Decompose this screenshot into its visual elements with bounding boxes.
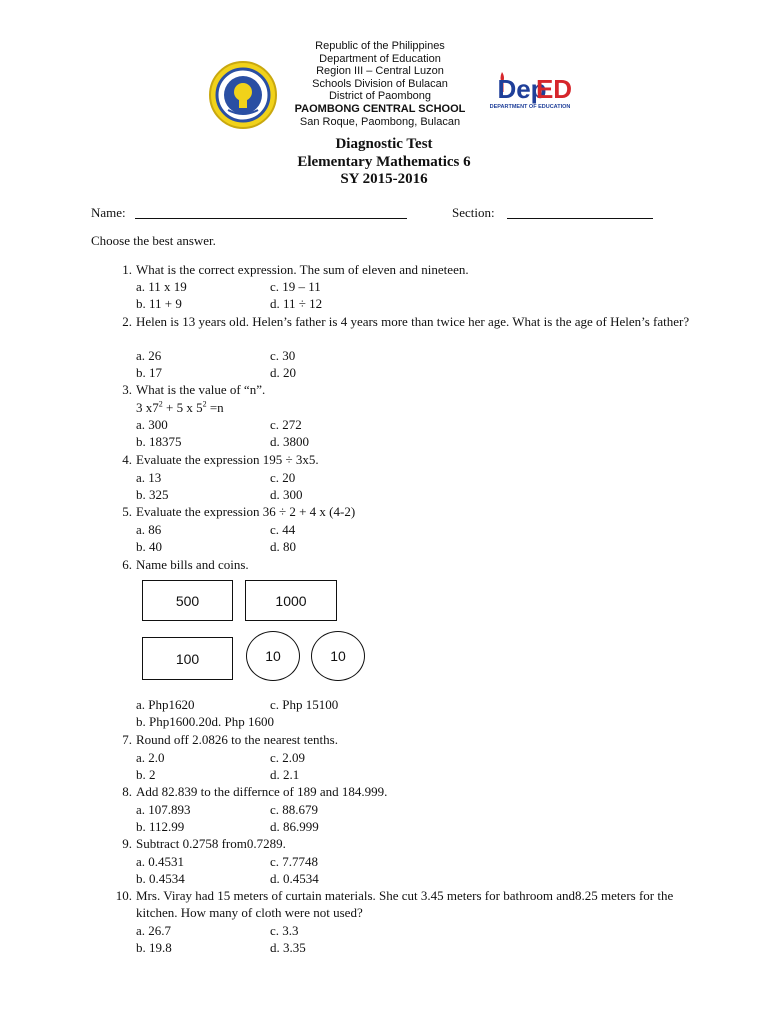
header-line: Republic of the Philippines (315, 40, 445, 52)
option-d[interactable]: d. 3800 (270, 434, 309, 449)
question-number: 6. (122, 557, 132, 572)
letterhead (0, 40, 768, 130)
question-expression (136, 399, 224, 416)
question-stem: Subtract 0.2758 from0.7289. (136, 836, 286, 851)
option-b[interactable]: b. 112.99 (136, 819, 185, 834)
exponent: 2 (202, 399, 207, 409)
name-label: Name: (91, 205, 126, 220)
option-a[interactable]: a. 13 (136, 470, 162, 485)
option-c[interactable]: c. 272 (270, 417, 302, 432)
option-a[interactable]: a. 0.4531 (136, 854, 185, 869)
test-title: Diagnostic Test (335, 136, 433, 152)
option-d[interactable]: d. 2.1 (270, 767, 300, 782)
question-number: 8. (122, 784, 132, 799)
section-label: Section: (452, 205, 495, 220)
question-stem: Evaluate the expression 195 ÷ 3x5. (136, 452, 319, 467)
option-c[interactable]: c. Php 15100 (270, 697, 339, 712)
question-stem: Add 82.839 to the differnce of 189 and 184.999. (136, 784, 388, 799)
option-d[interactable]: d. 11 ÷ 12 (270, 296, 323, 311)
option-d[interactable]: d. 20 (270, 365, 296, 380)
header-line: Region III – Central Luzon (316, 65, 444, 78)
option-b-d[interactable]: b. Php1600.20d. Php 1600 (136, 714, 274, 729)
test-title-block (0, 136, 768, 189)
deped-logo-icon (472, 68, 572, 114)
option-a[interactable]: a. 107.893 (136, 802, 191, 817)
coin-10: 10 (246, 631, 300, 681)
svg-text:Dep: Dep (497, 74, 547, 104)
option-b[interactable]: b. 325 (136, 487, 169, 502)
option-a[interactable]: a. 26.7 (136, 923, 172, 938)
header-line: Department of Education (319, 52, 441, 65)
option-c[interactable]: c. 88.679 (270, 802, 319, 817)
question-number: 1. (122, 262, 132, 277)
option-a[interactable]: a. 2.0 (136, 750, 165, 765)
question-number: 7. (122, 732, 132, 747)
option-b[interactable]: b. 11 + 9 (136, 296, 182, 311)
question-number: 10. (115, 888, 132, 903)
option-d[interactable]: d. 0.4534 (270, 871, 319, 886)
expression-part: + 5 x 5 (162, 400, 203, 415)
option-a[interactable]: a. 300 (136, 417, 168, 432)
option-a[interactable]: a. 11 x 19 (136, 279, 187, 294)
test-subject: Elementary Mathematics 6 (297, 153, 471, 170)
school-year: SY 2015-2016 (340, 171, 428, 187)
exponent: 2 (158, 399, 163, 409)
option-b[interactable]: b. 17 (136, 365, 162, 380)
option-d[interactable]: d. 3.35 (270, 940, 306, 955)
option-b[interactable]: b. 0.4534 (136, 871, 185, 886)
option-b[interactable]: b. 19.8 (136, 940, 172, 955)
question-number: 2. (122, 314, 132, 329)
option-a[interactable]: a. Php1620 (136, 697, 195, 712)
option-a[interactable]: a. 26 (136, 348, 162, 363)
coin-10: 10 (311, 631, 365, 681)
option-c[interactable]: c. 44 (270, 522, 296, 537)
question-stem: What is the value of “n”. (136, 382, 266, 397)
option-c[interactable]: c. 30 (270, 348, 296, 363)
header-line: Schools Division of Bulacan (312, 77, 448, 90)
question-stem: Helen is 13 years old. Helen’s father is 4 years more than twice her age. What is the age of Helen’s father? (136, 314, 690, 329)
bill-100: 100 (142, 637, 233, 680)
option-c[interactable]: c. 3.3 (270, 923, 299, 938)
question-number: 3. (122, 382, 132, 397)
bill-1000: 1000 (245, 580, 337, 621)
question-stem: Name bills and coins. (136, 557, 249, 572)
option-b[interactable]: b. 2 (136, 767, 156, 782)
name-field[interactable] (135, 204, 407, 219)
section-field[interactable] (507, 204, 653, 219)
expression-part: 3 x7 (136, 400, 159, 415)
question-stem: Round off 2.0826 to the nearest tenths. (136, 732, 338, 747)
option-d[interactable]: d. 86.999 (270, 819, 319, 834)
letterhead-text (260, 40, 500, 128)
school-name: PAOMBONG CENTRAL SCHOOL (294, 102, 466, 115)
instructions: Choose the best answer. (91, 233, 216, 248)
option-c[interactable]: c. 20 (270, 470, 296, 485)
svg-text:ED: ED (535, 74, 572, 104)
option-d[interactable]: d. 300 (270, 487, 303, 502)
question-stem: Mrs. Viray had 15 meters of curtain materials. She cut 3.45 meters for bathroom and8.25 meters for the kitchen. How many of cloth were not used? (136, 888, 674, 921)
bill-500: 500 (142, 580, 233, 621)
option-a[interactable]: a. 86 (136, 522, 162, 537)
question-number: 5. (122, 504, 132, 519)
option-d[interactable]: d. 80 (270, 539, 296, 554)
question-number: 9. (122, 836, 132, 851)
option-c[interactable]: c. 19 – 11 (270, 279, 321, 294)
option-b[interactable]: b. 18375 (136, 434, 182, 449)
school-address: San Roque, Paombong, Bulacan (299, 115, 461, 128)
question-stem: What is the correct expression. The sum of eleven and nineteen. (136, 262, 469, 277)
svg-text:DEPARTMENT OF EDUCATION: DEPARTMENT OF EDUCATION (489, 104, 571, 110)
option-c[interactable]: c. 2.09 (270, 750, 306, 765)
question-stem: Evaluate the expression 36 ÷ 2 + 4 x (4-2) (136, 504, 356, 519)
header-line: District of Paombong (328, 90, 432, 103)
option-b[interactable]: b. 40 (136, 539, 162, 554)
option-c[interactable]: c. 7.7748 (270, 854, 319, 869)
expression-part: =n (206, 400, 224, 415)
question-number: 4. (122, 452, 132, 467)
